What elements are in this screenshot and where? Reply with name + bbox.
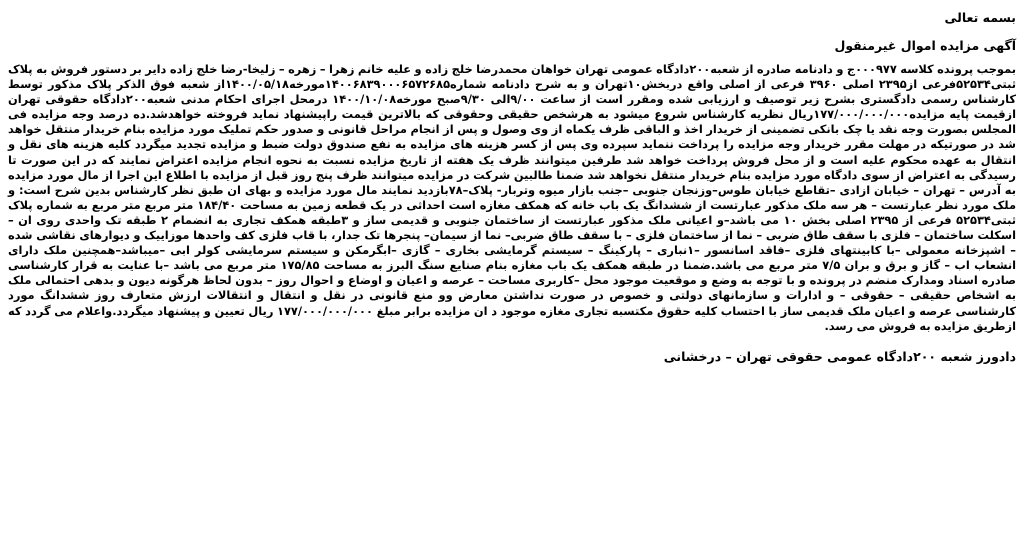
basmala-heading: بسمه تعالی — [944, 10, 1016, 25]
notice-title: آگهی مزایده اموال غیرمنقول — [834, 38, 1016, 53]
notice-body: بموجب پرونده کلاسه ۰۰۰۹۷۷ج و دادنامه صادره از شعبه۲۰۰دادگاه عمومی تهران خواهان محمدرضا خلج زاده و علیه خانم زهرا – زهره – زلیخا-رضا خلج زاده دایر بر دستور فروش به پلاک ثبتی۵۲۵۳۴فرعی از۲۳۹۵ اصلی ۳۹۶۰ فرعی از اصلی واقع دربخش۱۰تهران و به شرح دادنامه شماره۱۴۰۰۶۸۳۹۰۰۰۶۵۷۲۶۸۵مورخه۱۴۰۰/۰۵/۱۸از شعبه فوق الذکر پلاک مذکور توسط کارشناس رسمی دادگستری بشرح زیر توصیف و ارزیابی شده ومقرر است از ساعت ۹/۰۰الی ۹/۳۰صبح مورخه۱۴۰۰/۱۰/۰۸ درمحل اجرای احکام مدنی شعبه۲۰۰دادگاه حقوقی تهران ازقیمت پایه مزایده۱۷۷/۰۰۰/۰۰۰/۰۰۰ریال نظریه کارشناس شروع میشود به هرشخص حقیقی وحقوقی که بالاترین قیمت راپیشنهاد نماید فروخته خواهدشد.ده درصد وجه مزایده فی المجلس بصورت وجه نقد یا چک بانکی تضمینی از خریدار اخذ و الباقی ظرف یکماه از وی وصول و پس از انجام مراحل قانونی و صدور حکم تملیک مورد مزایده بنام خریدار منتقل خواهد شد در صورتیکه در مهلت مقرر خریدار وجه مزایده را پرداخت ننماید سپرده وی پس از کسر هزینه های مزایده به نفع صندوق دولت ضبط و مزایده تجدید میگردد کلیه هزینه های نقل و انتقال به عهده محکوم علیه است و از محل فروش پرداخت خواهد شد طرفین میتوانند ظرف یک هفته از تاریخ مزایده نسبت به نحوه انجام مزایده اعتراض نمایند که در این صورت تا رسیدگی به اعتراض از سوی دادگاه مورد مزایده بنام خریدار منتقل نخواهد شد ضمنا طالبین شرکت در مزایده میتوانند ظرف پنج روز قبل از مزایده با اطلاع این اجرا از مال مورد مزایده به آدرس – تهران – خیابان ازادی –تقاطع خیابان طوس–وزنجان جنوبی –جنب بازار میوه وتربار- پلاک–۷۸بازدید نمایند مال مورد مزایده و بهای ان طبق نظر کارشناس بدین شرح است: و ملک مورد نظر عبارتست – هر سه ملک مذکور عبارتست از ششدانگ یک باب خانه که همکف مغازه است احداثی در یک قطعه زمین به مساحت ۱۸۴/۴۰ متر مربع متر مربع به شماره پلاک ثبتی۵۲۵۳۴ فرعی از ۲۳۹۵ اصلی بخش ۱۰ می باشد–و اعیانی ملک مذکور عبارتست از ساختمان جنوبی و قدیمی ساز و ۳طبقه همکف تجاری به انضمام ۲ طبقه تک واحدی روی ان –اسکلت ساختمان – فلزی با سقف طاق ضربی – نما از ساختمان فلزی – با سقف طاق ضربی– نما از سیمان– پنجرها تک جدار، با قاب فلزی کف واحدها موزاییک و دیوارهای نقاشی شده – اشپزخانه معمولی –با کابینتهای فلزی –فاقد اسانسور –۱نباری – پارکینگ – سیستم گرمایشی بخاری – گازی –ابگرمکن و سیستم سرمایشی کولر ابی –میباشد–همچنین ملک دارای انشعاب اب – گاز و برق و بران ۷/۵ متر مربع می باشد.ضمنا در طبقه همکف یک باب مغازه بنام صنایع سنگ البرز به مساحت ۱۷۵/۸۵ متر مربع می باشد –با عنایت به قرار کارشناسی صادره اسناد ومدارک منضم در پرونده و با توجه به وضع و موقعیت موجود محل –کاربری مساحت – عرصه و اعیان و اوضاع و احوال روز – بدون لحاظ هرگونه دیون و بدهی احتمالی ملک به اشخاص حقیقی – حقوقی – و ادارات و سازمانهای دولتی و خصوص در صورت نداشتن معارض وو منع قانونی در نقل و انتقال و انتقالات ارزش متعارف روز ششدانگ مورد کارشناسی عرصه و اعیان ملک قدیمی ساز با احتساب کلیه حقوق مکتسبه تجاری مغازه موجود د ان مزایده برابر مبلغ ۱۷۷/۰۰۰/۰۰۰/۰۰۰ ریال تعیین و پیشنهاد میگردد.واعلام می گردد که ازطریق مزایده به فروش می رسد. — [8, 62, 1016, 333]
signature-line: دادورز شعبه ۲۰۰دادگاه عمومی حقوقی تهران – درخشانی — [663, 348, 1016, 364]
